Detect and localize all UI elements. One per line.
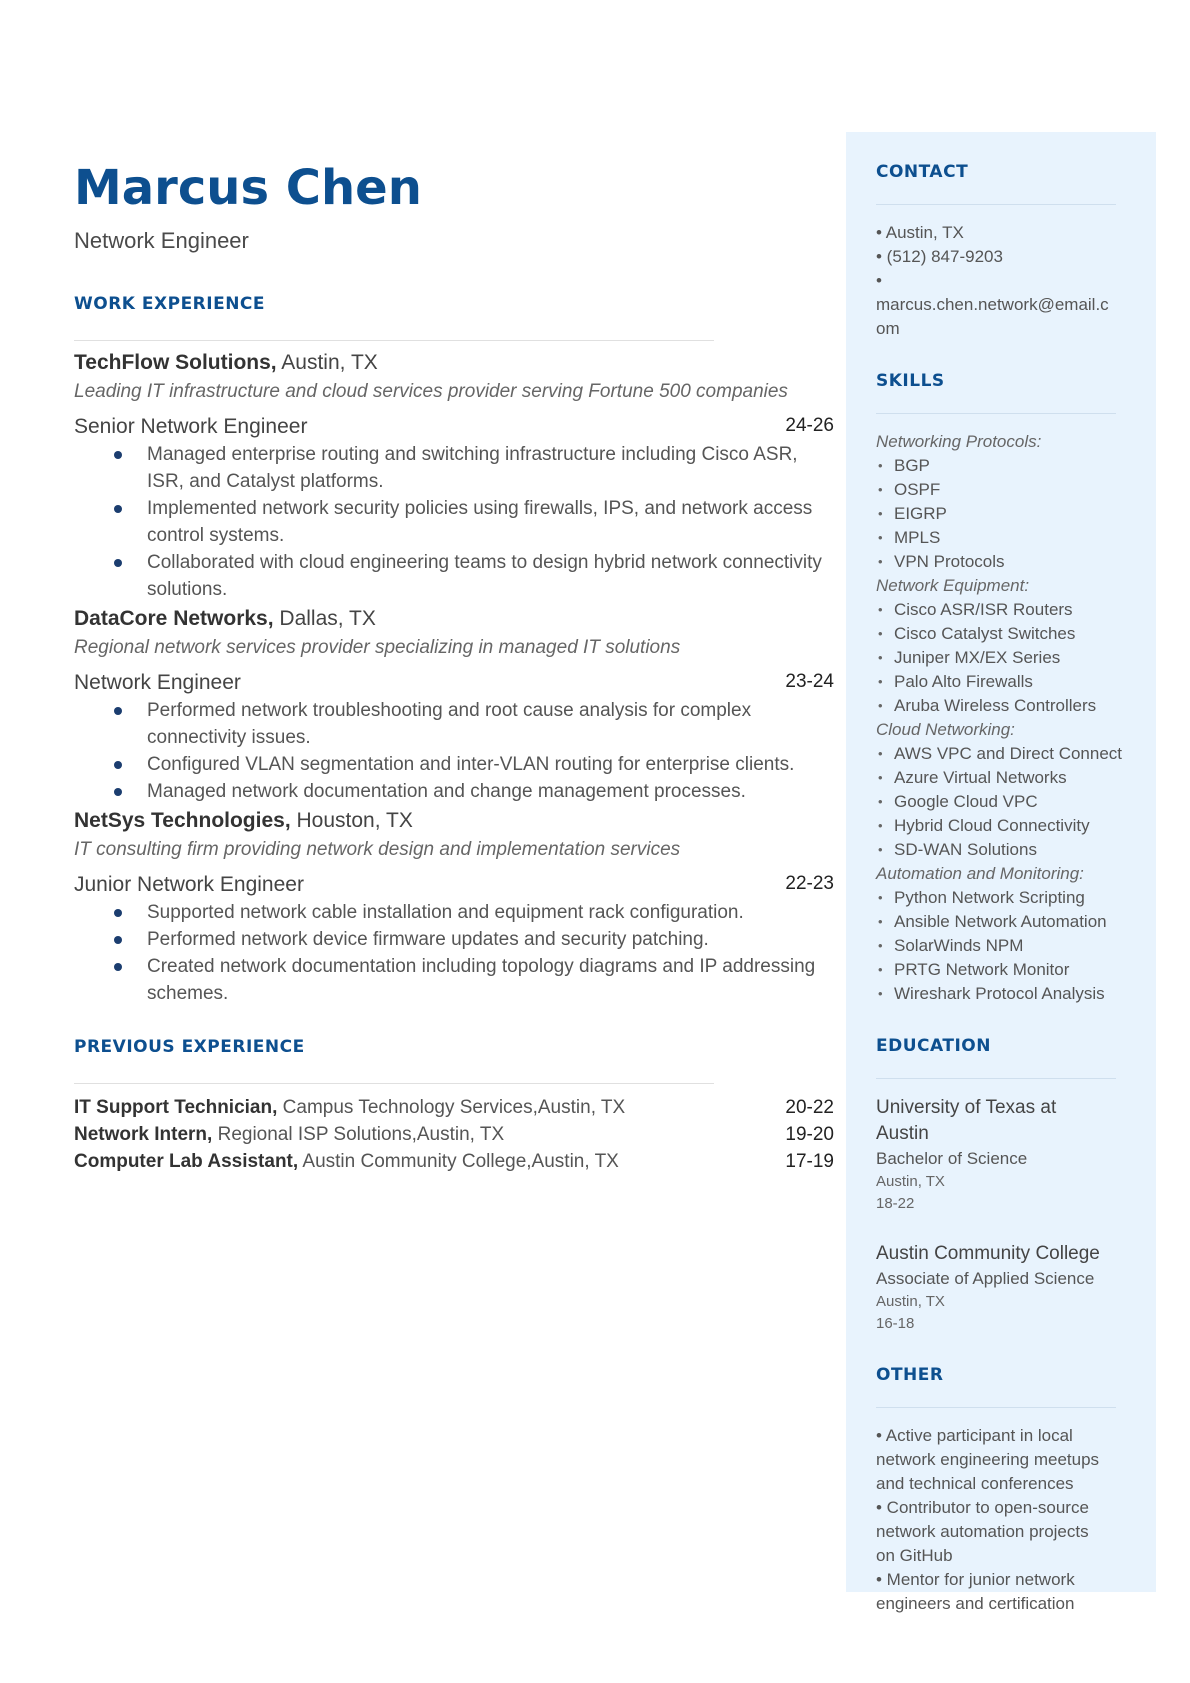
other-line: • Contributor to open-source <box>876 1498 1089 1517</box>
skill-item: • Hybrid Cloud Connectivity <box>876 814 1138 838</box>
other-line: and technical conferences <box>876 1474 1074 1493</box>
company-line <box>74 809 834 833</box>
job-bullet: Managed enterprise routing and switching infrastructure including Cisco ASR, ISR, and Catalyst platforms. <box>74 441 834 495</box>
company-line <box>74 607 834 631</box>
previous-role: Network Intern, <box>74 1124 213 1145</box>
role-title: Network Engineer <box>74 671 241 694</box>
role-row <box>74 671 834 695</box>
job-bullet: Collaborated with cloud engineering teams to design hybrid network connectivity solutions. <box>74 549 834 603</box>
skill-item: • Google Cloud VPC <box>876 790 1138 814</box>
company-description: Leading IT infrastructure and cloud services provider serving Fortune 500 companies <box>74 381 788 402</box>
divider <box>74 340 714 341</box>
school-years: 16-18 <box>876 1315 915 1332</box>
previous-role: IT Support Technician, <box>74 1097 278 1118</box>
role-row <box>74 415 834 439</box>
other-line: network automation projects <box>876 1522 1089 1541</box>
skill-item: • SD-WAN Solutions <box>876 838 1138 862</box>
skill-category: Networking Protocols: <box>876 432 1042 451</box>
skill-category: Network Equipment: <box>876 576 1030 595</box>
skill-item: • Cisco Catalyst Switches <box>876 622 1138 646</box>
role-title: Senior Network Engineer <box>74 415 308 438</box>
skill-item: • Python Network Scripting <box>876 886 1138 910</box>
skills-heading: SKILLS <box>876 371 945 391</box>
company-location: Dallas, TX <box>273 607 376 630</box>
job-bullet: Managed network documentation and change management processes. <box>74 778 834 805</box>
divider <box>876 1078 1116 1079</box>
spacer <box>876 1215 1138 1241</box>
previous-item <box>74 1148 834 1175</box>
job-bullets <box>74 899 834 1007</box>
school-name: Austin Community College <box>876 1243 1100 1264</box>
role-dates: 22-23 <box>785 873 834 894</box>
candidate-name: Marcus Chen <box>74 160 422 216</box>
job-bullets <box>74 697 834 805</box>
education-heading: EDUCATION <box>876 1036 991 1056</box>
education-entry <box>876 1241 1138 1335</box>
other-heading: OTHER <box>876 1365 944 1385</box>
education-entry <box>876 1095 1138 1215</box>
spacer <box>876 1335 1138 1365</box>
degree: Associate of Applied Science <box>876 1269 1095 1288</box>
skill-item: • Wireshark Protocol Analysis <box>876 982 1138 1006</box>
company-line <box>74 351 834 375</box>
job-bullet: Created network documentation including topology diagrams and IP addressing schemes. <box>74 953 834 1007</box>
spacer <box>876 341 1138 371</box>
company-description: IT consulting firm providing network design and implementation services <box>74 839 681 860</box>
skill-item: • Aruba Wireless Controllers <box>876 694 1138 718</box>
school-name-cont: Austin <box>876 1123 929 1144</box>
job-bullet: Performed network troubleshooting and root cause analysis for complex connectivity issues. <box>74 697 834 751</box>
job-entry <box>74 607 834 805</box>
skill-item: • Ansible Network Automation <box>876 910 1138 934</box>
skill-item: • Azure Virtual Networks <box>876 766 1138 790</box>
job-bullets <box>74 441 834 603</box>
school-name: University of Texas at <box>876 1097 1057 1118</box>
skill-category: Automation and Monitoring: <box>876 864 1084 883</box>
job-entry <box>74 351 834 603</box>
previous-item <box>74 1094 834 1121</box>
company-name: TechFlow Solutions, <box>74 351 277 374</box>
skills-list <box>876 430 1138 1006</box>
previous-item <box>74 1121 834 1148</box>
contact-phone: • (512) 847-9203 <box>876 247 1003 266</box>
other-line: engineers and certification <box>876 1594 1075 1613</box>
contact-email-cont[interactable]: om <box>876 319 900 338</box>
job-bullet: Performed network device firmware updates and security patching. <box>74 926 834 953</box>
company-description: Regional network services provider specializing in managed IT solutions <box>74 637 681 658</box>
sidebar <box>846 132 1156 1613</box>
skill-item: • Juniper MX/EX Series <box>876 646 1138 670</box>
divider <box>876 413 1116 414</box>
skill-item: • Cisco ASR/ISR Routers <box>876 598 1138 622</box>
school-location: Austin, TX <box>876 1293 945 1310</box>
previous-org: Campus Technology Services,Austin, TX <box>277 1097 626 1118</box>
skill-item: • EIGRP <box>876 502 1138 526</box>
skill-item: • AWS VPC and Direct Connect <box>876 742 1138 766</box>
skill-item: • OSPF <box>876 478 1138 502</box>
role-dates: 24-26 <box>785 415 834 436</box>
contact-heading: CONTACT <box>876 162 969 182</box>
other-line: network engineering meetups <box>876 1450 1100 1469</box>
work-experience-heading: WORK EXPERIENCE <box>74 294 266 314</box>
previous-dates: 19-20 <box>785 1124 834 1145</box>
main-column <box>74 160 834 1175</box>
company-location: Houston, TX <box>290 809 413 832</box>
other-line: • Active participant in local <box>876 1426 1073 1445</box>
job-bullet: Implemented network security policies using firewalls, IPS, and network access control systems. <box>74 495 834 549</box>
other-line: on GitHub <box>876 1546 953 1565</box>
job-bullet: Supported network cable installation and equipment rack configuration. <box>74 899 834 926</box>
previous-role-line <box>74 1148 619 1175</box>
school-location: Austin, TX <box>876 1173 945 1190</box>
previous-dates: 17-19 <box>785 1151 834 1172</box>
skill-category: Cloud Networking: <box>876 720 1015 739</box>
previous-dates: 20-22 <box>785 1097 834 1118</box>
previous-role-line <box>74 1121 504 1148</box>
contact-email[interactable]: marcus.chen.network@email.c <box>876 295 1109 314</box>
role-title: Junior Network Engineer <box>74 873 304 896</box>
skill-item: • BGP <box>876 454 1138 478</box>
contact-location: • Austin, TX <box>876 223 964 242</box>
sidebar-content <box>876 162 1138 1616</box>
company-name: NetSys Technologies, <box>74 809 291 832</box>
previous-org: Regional ISP Solutions,Austin, TX <box>212 1124 505 1145</box>
previous-role-line <box>74 1094 625 1121</box>
job-bullet: Configured VLAN segmentation and inter-VLAN routing for enterprise clients. <box>74 751 834 778</box>
divider <box>876 204 1116 205</box>
previous-org: Austin Community College,Austin, TX <box>298 1151 619 1172</box>
company-location: Austin, TX <box>276 351 378 374</box>
skill-item: • PRTG Network Monitor <box>876 958 1138 982</box>
skill-item: • MPLS <box>876 526 1138 550</box>
skill-item: • VPN Protocols <box>876 550 1138 574</box>
other-line: • Mentor for junior network <box>876 1570 1075 1589</box>
spacer <box>876 1006 1138 1036</box>
school-years: 18-22 <box>876 1195 915 1212</box>
company-name: DataCore Networks, <box>74 607 274 630</box>
role-dates: 23-24 <box>785 671 834 692</box>
divider <box>74 1083 714 1084</box>
job-entry <box>74 809 834 1007</box>
job-title: Network Engineer <box>74 228 249 253</box>
contact-email-bullet: • <box>876 271 882 290</box>
previous-role: Computer Lab Assistant, <box>74 1151 299 1172</box>
skill-item: • Palo Alto Firewalls <box>876 670 1138 694</box>
degree: Bachelor of Science <box>876 1149 1028 1168</box>
role-row <box>74 873 834 897</box>
previous-experience-heading: PREVIOUS EXPERIENCE <box>74 1037 305 1057</box>
skill-item: • SolarWinds NPM <box>876 934 1138 958</box>
divider <box>876 1407 1116 1408</box>
